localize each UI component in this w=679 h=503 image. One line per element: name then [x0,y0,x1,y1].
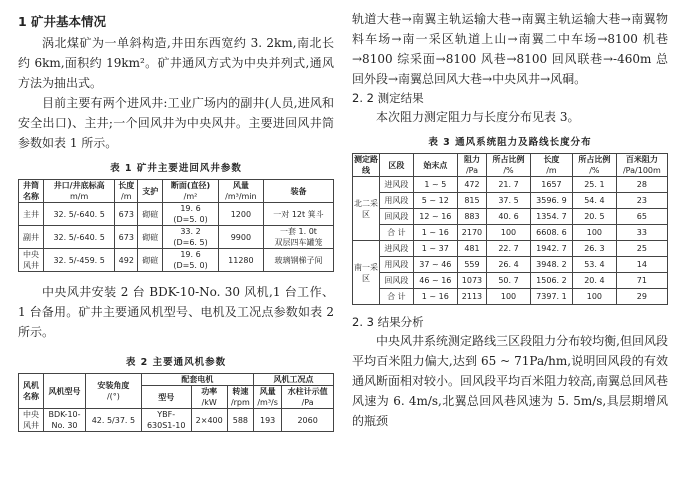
table2-header-pressure-unit: /Pa [301,398,314,407]
table1-header-elev-label: 井口/井底标高 [53,181,105,190]
table3-cell-per100: 33 [616,225,667,241]
table2-header-motor: 配套电机 [141,374,253,386]
table1-cell-equip [263,226,333,249]
table3-cell-points: 1 ~ 5 [413,177,457,193]
table1-cell-equip-line2: 双层四车罐笼 [274,238,323,247]
table3-cell-resist-pct: 100 [487,289,531,305]
table3-cell-resist: 559 [457,257,486,273]
table1-header-elev [44,180,115,203]
section-2-2-title: 2. 2 测定结果 [352,91,424,105]
table3-cell-length-pct: 100 [572,225,616,241]
table-row [19,249,334,272]
table3-cell-resist: 481 [457,241,486,257]
table3-header-per100 [616,154,667,177]
table3-cell-per100: 29 [616,289,667,305]
table1-header-elev-unit: m/m [70,192,89,201]
table3-cell-length-pct: 53. 4 [572,257,616,273]
table3-header-per100-label: 百米阻力 [625,155,658,164]
table1-header-row [19,180,334,203]
table1-cell-name: 中央风井 [19,249,44,272]
section-2-3-title: 2. 3 结果分析 [352,315,424,329]
table1-caption: 表 1 矿井主要进回风井参数 [110,163,242,174]
table1-cell-air: 9900 [218,226,263,249]
table1-header-name: 井筒名称 [19,180,44,203]
table3-cell-points: 46 ~ 16 [413,273,457,289]
table3-cell-length-pct: 25. 1 [572,177,616,193]
table2-header-air-label: 风量 [259,387,276,396]
table1-header-air-label: 风量 [232,181,249,190]
table1-cell-elev: 32. 5/-640. 5 [44,203,115,226]
table2-header-air [254,386,282,409]
table3-route-north2: 北二采区 [353,177,380,241]
table3-cell-points: 1 ~ 16 [413,289,457,305]
table3-cell-resist-pct: 26. 4 [487,257,531,273]
paragraph-route: 轨道大巷→南翼主轨运输大巷→南翼主轨运输大巷→南翼物料车场→南一采区轨道上山→南翼二中车场→8100 机巷→8100 综采面→8100 风巷→8100 回风联巷→-460m 总回外段→南翼总回风大巷→中央风井→风硐。 [352,12,668,86]
table3-caption: 表 3 通风系统阻力及路线长度分布 [428,137,592,148]
table3-cell-length: 3596. 9 [530,193,572,209]
table3-header-length-unit: /m [546,166,557,175]
table1-cell-equip: 玻璃钢梯子间 [263,249,333,272]
table3-header-length-label: 长度 [543,155,560,164]
table2-header-air-unit: /m³/s [257,398,278,407]
table3-header-resist [457,154,486,177]
right-column [352,9,668,431]
table2-header-name: 风机名称 [19,374,44,409]
left-column [18,0,334,432]
table2-header-pressure-label: 水柱计示值 [287,387,328,396]
table3-header-route: 测定路线 [354,155,378,175]
table3-cell-resist-pct: 37. 5 [487,193,531,209]
table3-cell-zone: 进风段 [380,241,414,257]
table3-cell-resist: 2113 [457,289,486,305]
table3-cell-zone: 用风段 [380,257,414,273]
table3-cell-length: 1942. 7 [530,241,572,257]
table1-cell-length: 492 [115,249,138,272]
table1-header-support: 支护 [138,180,163,203]
table3-cell-points: 12 ~ 16 [413,209,457,225]
table2-header-power-unit: /kW [201,398,217,407]
table2-header-angle-unit: /(°) [106,392,120,401]
table3-cell-resist-pct: 100 [487,225,531,241]
table2-header-power [191,386,227,409]
table2-cell-angle: 42. 5/37. 5 [86,409,142,432]
table3-cell-zone: 合 计 [380,225,414,241]
table3-header-length-pct-label: 所占比例 [578,155,611,164]
table3-cell-length: 1354. 7 [530,209,572,225]
table2-header-speed [227,386,253,409]
table3-cell-length: 7397. 1 [530,289,572,305]
table3-cell-per100: 14 [616,257,667,273]
table3-cell-resist: 472 [457,177,486,193]
table3-cell-resist: 883 [457,209,486,225]
table3-cell-resist-pct: 21. 7 [487,177,531,193]
table-row [353,273,668,289]
table2-cell-motor-line2: 630S1-10 [146,421,186,430]
table3-header-resist-pct-label: 所占比例 [492,155,525,164]
table-row [353,225,668,241]
table2-header-speed-unit: /rpm [230,398,250,407]
table3-header-points: 始末点 [413,154,457,177]
table1-cell-section-value: 19. 6 [180,250,201,259]
table3-header-resist-unit: /Pa [465,166,478,175]
table-row [19,409,334,432]
table2-header-angle [86,374,142,409]
table2-header-power-label: 功率 [201,387,218,396]
table-row [353,209,668,225]
table3-cell-length-pct: 54. 4 [572,193,616,209]
table2-fan-parameters [18,373,334,432]
table3-cell-length: 6608. 6 [530,225,572,241]
table-row [353,193,668,209]
table2-cell-model-line2: No. 30 [51,421,78,430]
table1-cell-equip-line1: 一套 1. 0t [280,227,317,236]
table3-cell-length-pct: 100 [572,289,616,305]
table3-cell-resist: 815 [457,193,486,209]
table2-cell-motor-model [141,409,191,432]
table1-cell-section [163,203,218,226]
table3-cell-zone: 用风段 [380,193,414,209]
table1-cell-name: 副井 [19,226,44,249]
table3-cell-points: 37 ~ 46 [413,257,457,273]
table3-cell-points: 5 ~ 12 [413,193,457,209]
table3-cell-resist-pct: 40. 6 [487,209,531,225]
table1-cell-diameter: (D=5. 0) [173,215,208,224]
table1-cell-length: 673 [115,203,138,226]
table1-cell-support: 砌碹 [138,203,163,226]
table1-cell-length: 673 [115,226,138,249]
table2-cell-speed: 588 [227,409,253,432]
table-row [353,257,668,273]
table-row [353,177,668,193]
table3-cell-per100: 28 [616,177,667,193]
table3-cell-per100: 23 [616,193,667,209]
table2-header-row-1 [19,374,334,386]
table3-header-row [353,154,668,177]
table3-header-length-pct-unit: /% [589,166,600,175]
table3-cell-zone: 合 计 [380,289,414,305]
table2-cell-model-line1: BDK-10- [48,410,81,419]
table3-cell-per100: 25 [616,241,667,257]
table3-header-length-pct [572,154,616,177]
table3-cell-points: 1 ~ 16 [413,225,457,241]
table2-cell-power: 2×400 [191,409,227,432]
table2-cell-name: 中央风井 [19,409,44,432]
table1-cell-support: 砌碹 [138,226,163,249]
table3-cell-resist: 1073 [457,273,486,289]
table1-cell-name: 主井 [19,203,44,226]
table3-cell-length-pct: 20. 4 [572,273,616,289]
table3-cell-length: 1506. 2 [530,273,572,289]
table3-header-resist-pct-unit: /% [503,166,514,175]
table1-cell-section [163,226,218,249]
table3-cell-length-pct: 20. 5 [572,209,616,225]
table3-cell-length: 1657 [530,177,572,193]
table1-cell-section-value: 19. 6 [180,204,201,213]
table3-resistance-distribution [352,153,668,305]
table3-header-per100-unit: /Pa/100m [622,166,661,175]
table-row [19,203,334,226]
paragraph-analysis: 中央风井系统测定路线三区段阻力分布较均衡,但回风段平均百米阻力偏大,达到 65 ~ 71Pa/hm,说明回风段的有效通风断面相对较小。回风段平均百米阻力较高,南翼总回风巷风速为 6. 4m/s,北翼总回风巷风速为 5. 5m/s,具层期增风的瓶颈 [352,334,668,428]
table1-cell-air: 11280 [218,249,263,272]
table3-cell-resist: 2170 [457,225,486,241]
table1-shaft-parameters [18,179,334,272]
paragraph-geology: 涡北煤矿为一单斜构造,井田东西宽约 3. 2km,南北长约 6km,面积约 19km²。矿井通风方式为中央并列式,通风方法为抽出式。 [18,36,334,90]
table1-header-section [163,180,218,203]
table3-cell-zone: 回风段 [380,273,414,289]
table2-header-pressure [282,386,334,409]
table1-cell-elev: 32. 5/-459. 5 [44,249,115,272]
table3-route-south1: 南一采区 [353,241,380,305]
table3-cell-zone: 进风段 [380,177,414,193]
table1-cell-section [163,249,218,272]
table3-cell-length-pct: 26. 3 [572,241,616,257]
table3-cell-points: 1 ~ 37 [413,241,457,257]
table1-cell-equip: 一对 12t 箕斗 [263,203,333,226]
table2-header-model: 风机型号 [44,374,86,409]
section-1-title: 1 矿井基本情况 [18,14,107,29]
table2-header-speed-label: 转速 [232,387,249,396]
table1-cell-diameter: (D=6. 5) [173,238,208,247]
table3-header-resist-label: 阻力 [463,155,480,164]
table2-header-work: 风机工况点 [254,374,334,386]
paragraph-result: 本次阻力测定阻力与长度分布见表 3。 [376,110,580,124]
table3-cell-resist-pct: 22. 7 [487,241,531,257]
table3-cell-per100: 65 [616,209,667,225]
table2-cell-model [44,409,86,432]
table1-header-air-unit: /m³/min [225,192,257,201]
table1-cell-diameter: (D=5. 0) [173,261,208,270]
table2-caption: 表 2 主要通风机参数 [125,357,227,368]
paragraph-fans: 中央风井安装 2 台 BDK-10-No. 30 风机,1 台工作、1 台备用。矿井主要通风机型号、电机及工况点参数如表 2 所示。 [18,285,334,339]
table1-header-length-unit: /m [121,192,132,201]
table-row [353,241,668,257]
table1-cell-support: 砌碹 [138,249,163,272]
table3-header-length [530,154,572,177]
table3-header-zone: 区段 [380,154,414,177]
table1-cell-section-value: 33. 2 [180,227,201,236]
table2-cell-air: 193 [254,409,282,432]
table2-cell-pressure: 2060 [282,409,334,432]
table3-cell-per100: 71 [616,273,667,289]
table2-cell-motor-line1: YBF- [157,410,176,419]
table2-header-motor-model: 型号 [141,386,191,409]
table1-cell-elev: 32. 5/-640. 5 [44,226,115,249]
table1-header-length-label: 长度 [118,181,135,190]
table1-header-equip: 装备 [263,180,333,203]
table1-header-section-label: 断面(直径) [170,181,211,190]
table1-header-length [115,180,138,203]
table1-cell-air: 1200 [218,203,263,226]
table1-header-air [218,180,263,203]
table-row [353,289,668,305]
table3-cell-length: 3948. 2 [530,257,572,273]
table3-header-resist-pct [487,154,531,177]
table-row [19,226,334,249]
table3-cell-zone: 回风段 [380,209,414,225]
table3-cell-resist-pct: 50. 7 [487,273,531,289]
table2-header-angle-label: 安装角度 [97,381,130,390]
table1-header-section-unit: /m² [183,192,198,201]
paragraph-shafts: 目前主要有两个进风井:工业广场内的副井(人员,进风和安全出口)、主井;一个回风井为中央风井。主要进回风井筒参数如表 1 所示。 [18,96,334,150]
